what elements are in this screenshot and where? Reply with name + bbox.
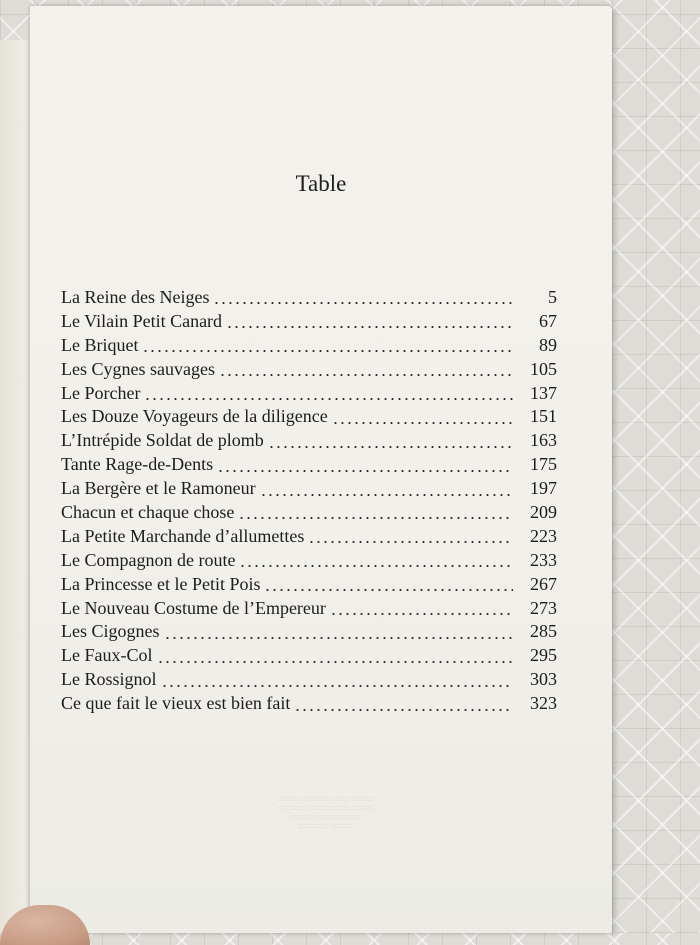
toc-entry-title: Le Compagnon de route	[61, 549, 236, 570]
toc-entry-title: La Petite Marchande d’allumettes	[61, 525, 305, 546]
toc-entry-page-number: 67	[539, 310, 557, 331]
dot-leader	[142, 349, 513, 354]
toc-entry-page-number: 295	[530, 645, 557, 666]
dot-leader	[264, 588, 513, 593]
toc-entry-page-number: 5	[548, 287, 557, 307]
dot-leader	[268, 444, 513, 449]
toc-entry-page-number: 303	[530, 669, 557, 690]
book-page	[30, 6, 612, 933]
toc-entry-title: Chacun et chaque chose	[61, 502, 235, 523]
toc-entry-page-number: 89	[539, 334, 557, 355]
toc-entry-page-number: 267	[530, 573, 557, 594]
toc-entry-title: La Bergère et le Ramoneur	[61, 478, 256, 499]
dot-leader	[164, 635, 514, 640]
dot-leader	[260, 492, 513, 497]
dot-leader	[332, 420, 513, 425]
toc-entry-page-number: 163	[530, 430, 557, 451]
dot-leader	[238, 516, 513, 521]
toc-entry	[61, 526, 557, 550]
toc-entry	[61, 669, 557, 693]
toc-entry-title: Tante Rage-de-Dents	[61, 454, 214, 475]
toc-entry-title: Les Cygnes sauvages	[61, 358, 215, 379]
toc-entry	[61, 287, 557, 311]
dot-leader	[308, 540, 513, 545]
toc-entry-title: Le Nouveau Costume de l’Empereur	[61, 597, 326, 618]
toc-entry-page-number: 285	[530, 621, 557, 642]
toc-entry-title: Ce que fait le vieux est bien fait	[61, 693, 291, 714]
toc-entry	[61, 621, 557, 645]
dot-leader	[161, 683, 513, 688]
toc-entry-page-number: 175	[530, 454, 557, 475]
toc-entry	[61, 645, 557, 669]
faint-show-through-text: ▭▭▭ ▭▭▭▭ ▭▭ ▭▭▭ ▭▭▭▭ ▭▭▭▭▭ ▭▭▭ ▭▭▭ ▭▭▭▭▭▭ ▭▭▭▭ ▭▭▭	[277, 794, 375, 830]
toc-entry-title: Les Cigognes	[61, 621, 160, 642]
toc-entry-page-number: 323	[530, 693, 557, 714]
toc-entry-page-number: 151	[530, 406, 557, 427]
facing-page-edge	[0, 40, 34, 933]
toc-entry-title: Le Faux-Col	[61, 645, 153, 666]
toc-entry-page-number: 209	[530, 502, 557, 523]
toc-entry-title: La Reine des Neiges	[61, 287, 210, 307]
toc-entry-page-number: 273	[530, 597, 557, 618]
toc-entry	[61, 383, 557, 407]
toc-entry-title: Le Rossignol	[61, 669, 157, 690]
toc-entry-page-number: 137	[530, 382, 557, 403]
toc-entry	[61, 406, 557, 430]
toc-entry-title: Le Porcher	[61, 382, 141, 403]
toc-entry-title: La Princesse et le Petit Pois	[61, 573, 261, 594]
toc-entry	[61, 574, 557, 598]
toc-entry	[61, 502, 557, 526]
toc-entry-title: Le Briquet	[61, 334, 139, 355]
toc-entry-page-number: 197	[530, 478, 557, 499]
toc-entry	[61, 359, 557, 383]
toc-entry	[61, 598, 557, 622]
page-title: Table	[295, 171, 347, 196]
dot-leader	[213, 301, 513, 306]
toc-entry	[61, 478, 557, 502]
dot-leader	[219, 373, 513, 378]
dot-leader	[239, 564, 513, 569]
toc-entry	[61, 693, 557, 717]
table-of-contents	[61, 287, 557, 717]
dot-leader	[294, 707, 513, 712]
dot-leader	[226, 325, 513, 330]
dot-leader	[217, 468, 513, 473]
toc-entry-page-number: 233	[530, 549, 557, 570]
toc-entry-page-number: 223	[530, 525, 557, 546]
toc-entry-title: L’Intrépide Soldat de plomb	[61, 430, 264, 451]
toc-entry	[61, 550, 557, 574]
toc-entry	[61, 430, 557, 454]
toc-entry	[61, 454, 557, 478]
toc-entry	[61, 335, 557, 359]
toc-entry	[61, 311, 557, 335]
toc-entry-title: Les Douze Voyageurs de la diligence	[61, 406, 328, 427]
dot-leader	[144, 396, 513, 401]
toc-entry-title: Le Vilain Petit Canard	[61, 310, 223, 331]
toc-entry-page-number: 105	[530, 358, 557, 379]
dot-leader	[157, 659, 514, 664]
dot-leader	[330, 611, 513, 616]
